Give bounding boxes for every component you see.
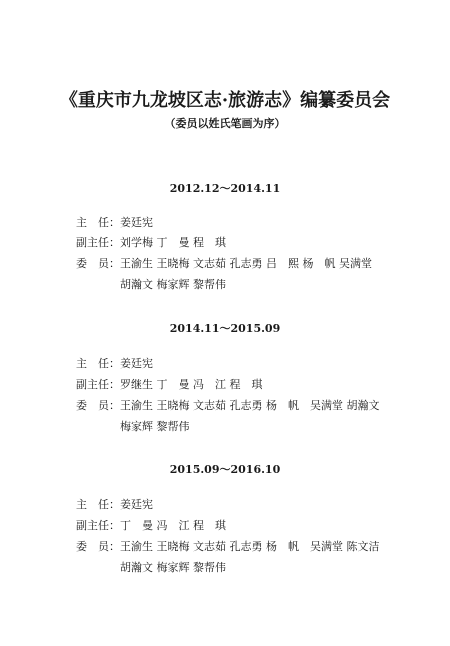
deputy-label: 副主任： — [76, 378, 120, 391]
members-names-line2: 梅家辉 黎帮伟 — [120, 420, 190, 433]
term-1-members-row — [76, 255, 372, 273]
members-names-line1: 王渝生 王晓梅 文志茹 孔志勇 吕 熙 杨 帆 吴满堂 — [120, 257, 372, 270]
term-2-members-row — [76, 397, 379, 415]
director-name: 姜廷宪 — [120, 216, 153, 229]
term-period-3: 2015.09～2016.10 — [169, 463, 281, 476]
deputy-label: 副主任： — [76, 236, 120, 249]
page-subtitle: （委员以姓氏笔画为序） — [164, 117, 286, 130]
members-names-line2: 胡瀚文 梅家辉 黎帮伟 — [120, 561, 226, 574]
term-3-director-row — [76, 496, 153, 514]
deputy-names: 刘学梅 丁 曼 程 琪 — [120, 236, 226, 249]
term-2-director-row — [76, 355, 153, 373]
term-period-1: 2012.12～2014.11 — [169, 182, 281, 195]
deputy-names: 丁 曼 冯 江 程 琪 — [120, 519, 226, 532]
page-title: 《重庆市九龙坡区志·旅游志》编纂委员会 — [59, 90, 391, 111]
term-2-deputy-row — [76, 376, 263, 394]
members-names-line1: 王渝生 王晓梅 文志茹 孔志勇 杨 帆 吴满堂 陈文洁 — [120, 540, 380, 553]
term-1-deputy-row — [76, 234, 226, 252]
members-names-line1: 王渝生 王晓梅 文志茹 孔志勇 杨 帆 吴满堂 胡瀚文 — [120, 399, 380, 412]
director-label: 主 任： — [76, 498, 120, 511]
deputy-names: 罗继生 丁 曼 冯 江 程 琪 — [120, 378, 263, 391]
term-1-director-row — [76, 214, 153, 232]
director-label: 主 任： — [76, 216, 120, 229]
members-label: 委 员： — [76, 399, 120, 412]
term-period-2: 2014.11～2015.09 — [169, 322, 281, 335]
director-name: 姜廷宪 — [120, 357, 153, 370]
term-3-members-row — [76, 538, 379, 556]
members-names-line2: 胡瀚文 梅家辉 黎帮伟 — [120, 278, 226, 291]
members-label: 委 员： — [76, 257, 120, 270]
deputy-label: 副主任： — [76, 519, 120, 532]
members-label: 委 员： — [76, 540, 120, 553]
director-label: 主 任： — [76, 357, 120, 370]
term-3-deputy-row — [76, 517, 226, 535]
director-name: 姜廷宪 — [120, 498, 153, 511]
